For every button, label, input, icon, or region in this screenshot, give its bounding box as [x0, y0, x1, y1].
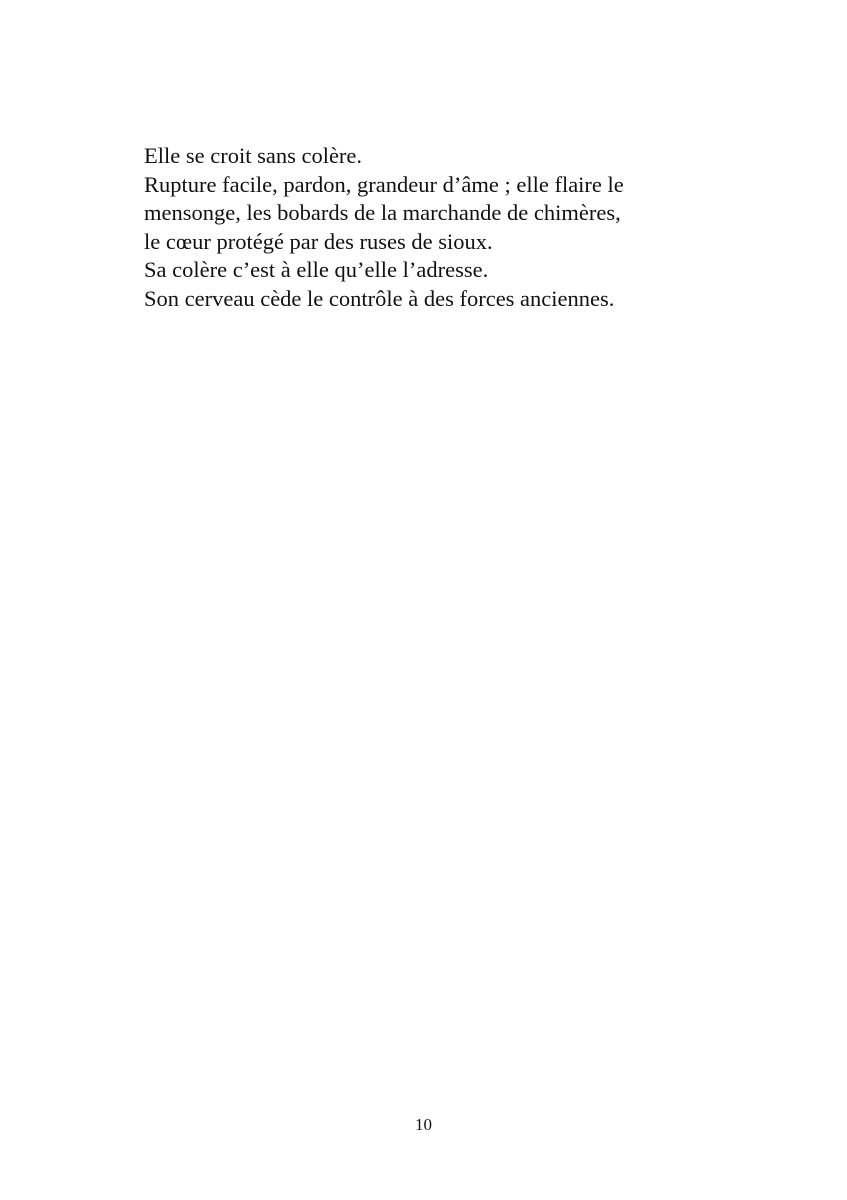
poem-line: Elle se croit sans colère.	[144, 143, 363, 168]
poem-text-block	[144, 142, 764, 314]
poem-line: Sa colère c’est à elle qu’elle l’adresse.	[144, 257, 489, 283]
poem-line: Rupture facile, pardon, grandeur d’âme ; elle flaire le	[144, 171, 624, 197]
poem-line: le cœur protégé par des ruses de sioux.	[144, 228, 493, 254]
poem-line: Son cerveau cède le contrôle à des forces anciennes.	[144, 285, 615, 311]
page-number: 10	[415, 1115, 432, 1134]
poem-line: mensonge, les bobards de la marchande de chimères,	[144, 200, 621, 226]
